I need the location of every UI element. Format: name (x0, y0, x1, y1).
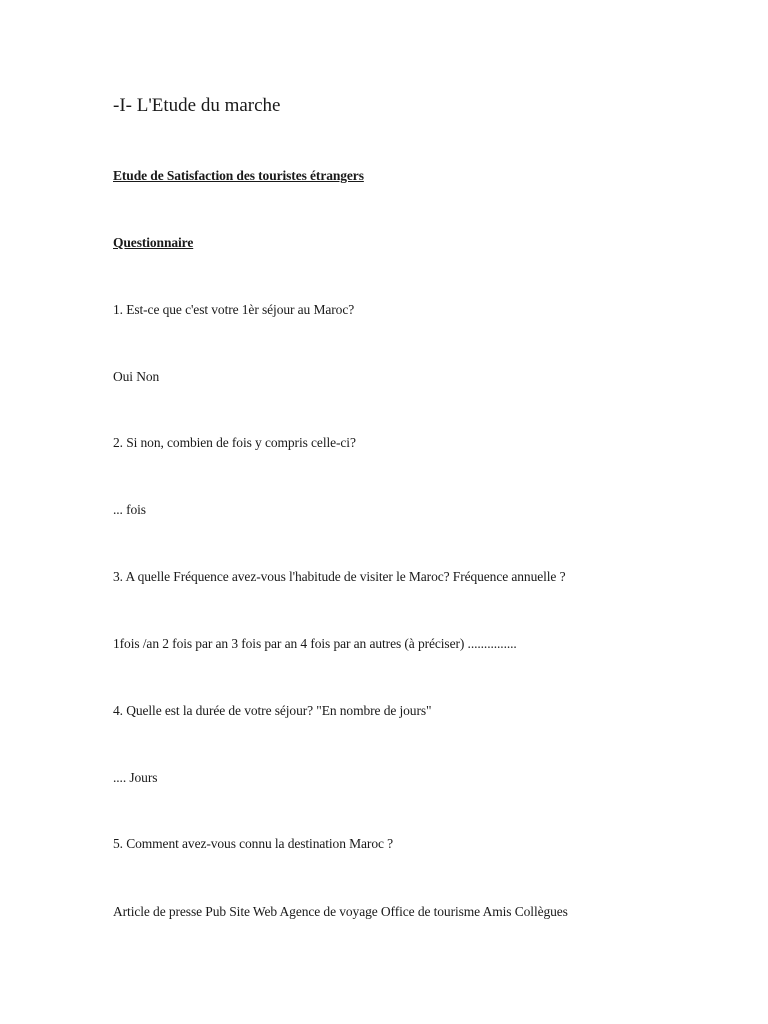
section-heading: Questionnaire (113, 235, 194, 250)
question-1: 1. Est-ce que c'est votre 1èr séjour au Maroc? (113, 302, 355, 317)
answer-4: .... Jours (113, 770, 158, 785)
answer-3: 1fois /an 2 fois par an 3 fois par an 4 fois par an autres (à préciser) ............... (113, 636, 517, 651)
question-4: 4. Quelle est la durée de votre séjour? "En nombre de jours" (113, 703, 432, 718)
document-subtitle: Etude de Satisfaction des touristes étrangers (113, 168, 364, 183)
question-5: 5. Comment avez-vous connu la destination Maroc ? (113, 836, 394, 851)
answer-2: ... fois (113, 502, 146, 517)
question-2: 2. Si non, combien de fois y compris celle-ci? (113, 435, 356, 450)
question-3: 3. A quelle Fréquence avez-vous l'habitude de visiter le Maroc? Fréquence annuelle ? (113, 569, 566, 584)
answer-1: Oui Non (113, 369, 160, 384)
answer-5: Article de presse Pub Site Web Agence de voyage Office de tourisme Amis Collègues (113, 904, 568, 919)
document-title: -I- L'Etude du marche (113, 95, 281, 116)
